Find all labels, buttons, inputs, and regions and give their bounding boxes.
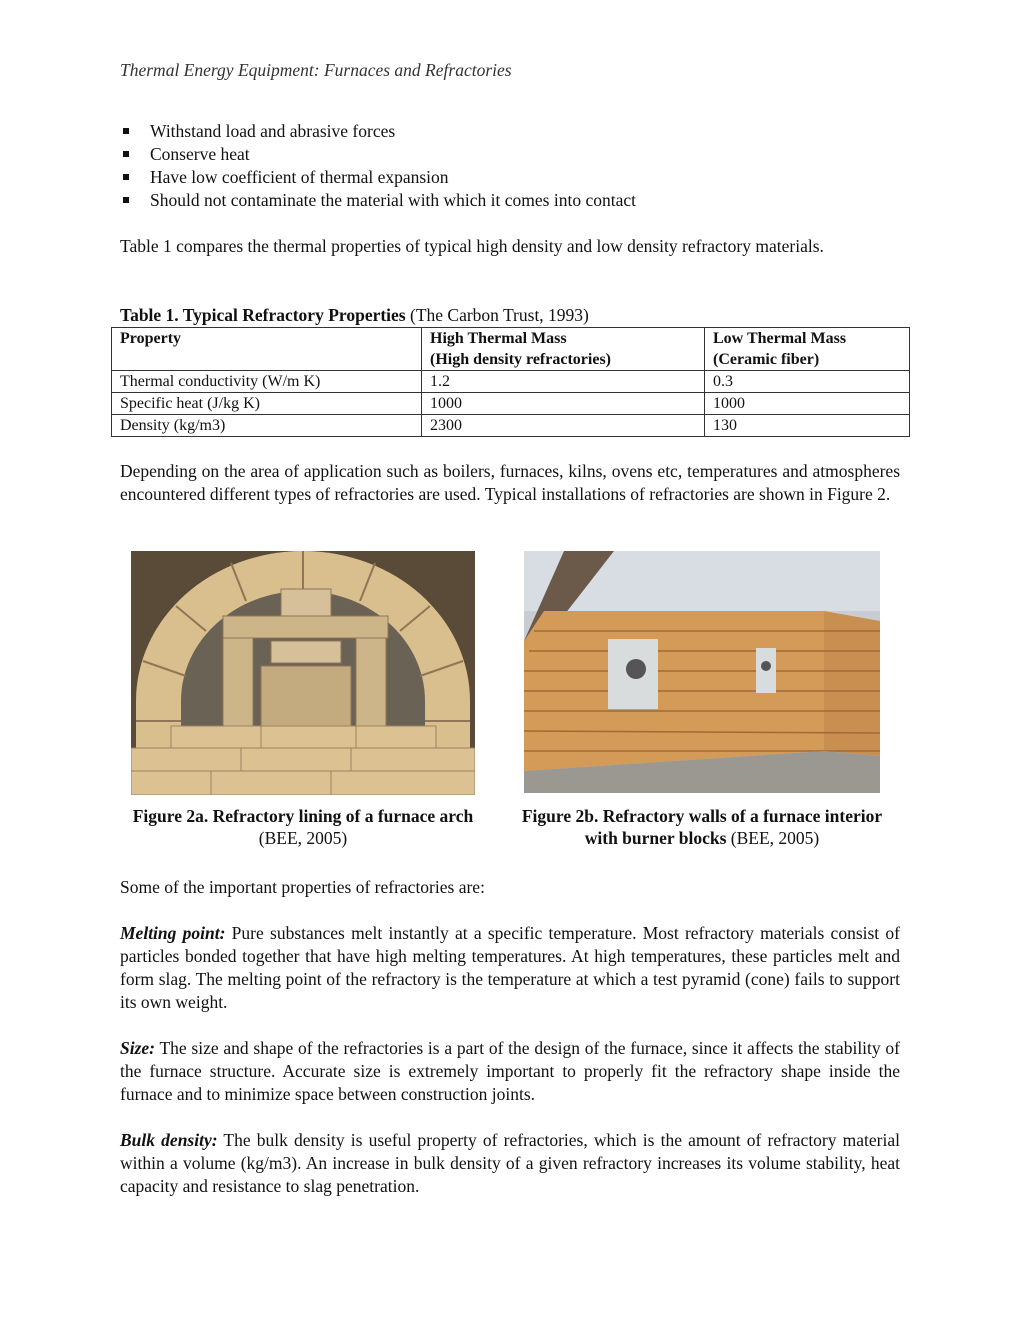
bullet-item: Conserve heat (120, 143, 636, 166)
bullet-list (120, 120, 636, 212)
cell: 130 (705, 415, 910, 437)
refractory-properties-table (111, 327, 910, 437)
header-cell: High Thermal Mass (High density refractories) (422, 328, 705, 371)
cell: 1000 (422, 393, 705, 415)
figure-2b-caption: Figure 2b. Refractory walls of a furnace interior with burner blocks (BEE, 2005) (521, 806, 883, 848)
bullet-item: Should not contaminate the material with which it comes into contact (120, 189, 636, 212)
melting-point-paragraph: Melting point: Pure substances melt instantly at a specific temperature. Most refractory materials consist of particles bonded together that have high melting temperatures. At high temperatures, these particles melt and form slag. The melting point of the refractory is the temperature at which a test pyramid (cone) fails to support its own weight. (120, 923, 900, 1012)
header-cell: Low Thermal Mass (Ceramic fiber) (705, 328, 910, 371)
cell: 2300 (422, 415, 705, 437)
table-row (112, 415, 910, 437)
figure-2a-caption: Figure 2a. Refractory lining of a furnace arch (BEE, 2005) (132, 806, 474, 848)
table-row (112, 371, 910, 393)
table-caption (120, 305, 589, 326)
cell: Density (kg/m3) (112, 415, 422, 437)
size-paragraph: Size: The size and shape of the refractories is a part of the design of the furnace, since it affects the stability of the furnace structure. Accurate size is extremely important to properly fit the refractory shape inside the furnace and to minimize space between construction joints. (120, 1038, 900, 1104)
table-row (112, 393, 910, 415)
header-cell: Property (112, 328, 422, 371)
table-caption-title: Table 1. Typical Refractory Properties (120, 305, 406, 325)
bullet-item: Have low coefficient of thermal expansion (120, 166, 636, 189)
running-header: Thermal Energy Equipment: Furnaces and Refractories (120, 60, 512, 80)
furnace-interior-photo (524, 551, 880, 793)
cell: 0.3 (705, 371, 910, 393)
cell: 1000 (705, 393, 910, 415)
bulk-density-paragraph: Bulk density: The bulk density is useful property of refractories, which is the amount of refractory material within a volume (kg/m3). An increase in bulk density of a given refractory increases its volume stability, heat capacity and resistance to slag penetration. (120, 1130, 900, 1196)
cell: Thermal conductivity (W/m K) (112, 371, 422, 393)
cell: Specific heat (J/kg K) (112, 393, 422, 415)
properties-intro: Some of the important properties of refractories are: (120, 877, 485, 897)
application-paragraph: Depending on the area of application such as boilers, furnaces, kilns, ovens etc, temperatures and atmospheres encountered different types of refractories are used. Typical installations of refractories are shown in Figure 2. (120, 461, 900, 504)
cell: 1.2 (422, 371, 705, 393)
bullet-item: Withstand load and abrasive forces (120, 120, 636, 143)
table-header-row (112, 328, 910, 371)
intro-paragraph: Table 1 compares the thermal properties of typical high density and low density refractory materials. (120, 236, 824, 256)
table-caption-source: (The Carbon Trust, 1993) (405, 305, 589, 325)
furnace-arch-photo (131, 551, 475, 795)
